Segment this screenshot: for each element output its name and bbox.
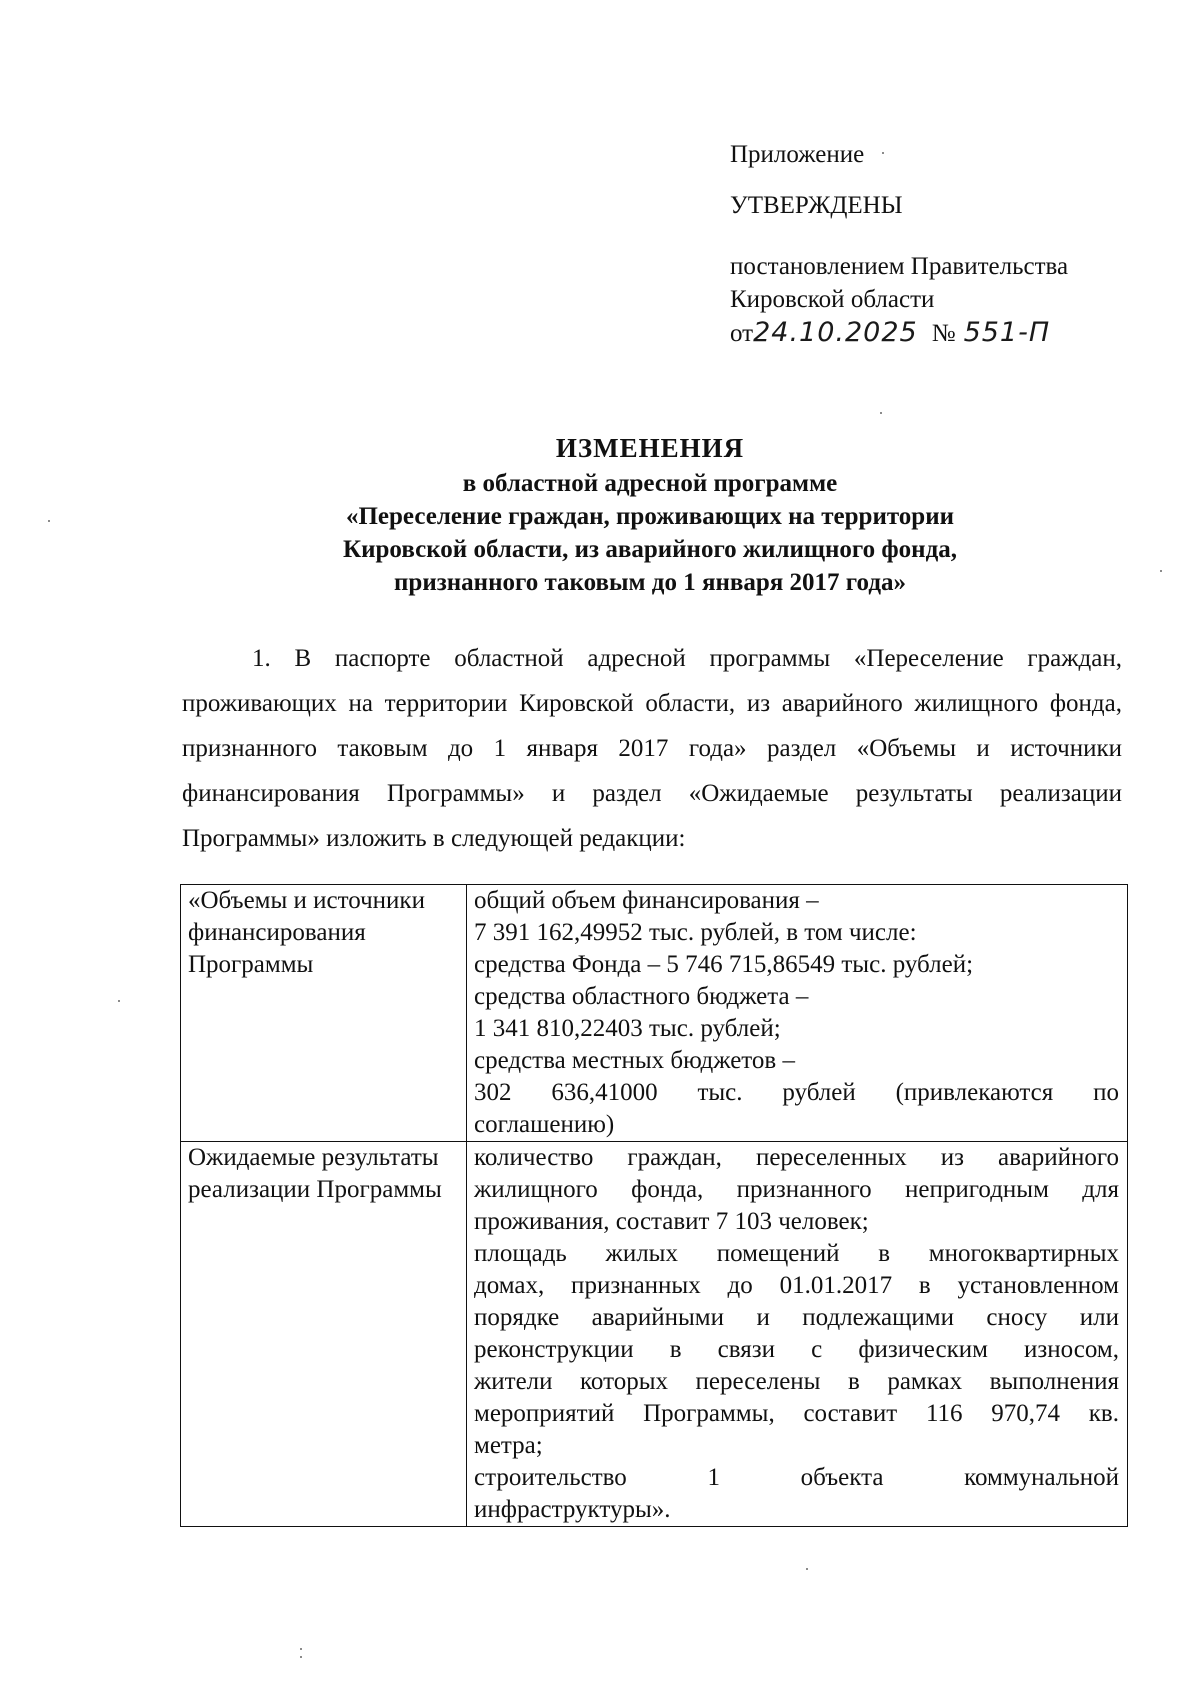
table-line: жилищного фонда, признанного непригодным для xyxy=(474,1176,1119,1203)
heading-line-1: в областной адресной программе xyxy=(462,470,838,497)
table-line: проживания, составит 7 103 человек; xyxy=(474,1208,869,1235)
table-line: соглашению) xyxy=(474,1111,615,1138)
table-line: 1 341 810,22403 тыс. рублей; xyxy=(474,1015,781,1042)
handwritten-date: 24.10.2025 xyxy=(753,317,918,348)
table-line: средства местных бюджетов – xyxy=(474,1047,795,1074)
table-line: домах, признанных до 01.01.2017 в установленном xyxy=(474,1272,1119,1299)
table-line: площадь жилых помещений в многоквартирных xyxy=(474,1240,1119,1267)
table-line: строительство 1 объекта коммунальной xyxy=(474,1464,1119,1491)
scan-speck xyxy=(806,1568,808,1570)
table-line: общий объем финансирования – xyxy=(474,887,819,914)
table-line: порядке аварийными и подлежащими сносу или xyxy=(474,1304,1119,1331)
table-row-results xyxy=(181,1142,1128,1527)
scan-speck xyxy=(1160,570,1162,572)
date-number-line xyxy=(730,316,1170,350)
approved-by-line-2: Кировской области xyxy=(730,286,935,313)
table-line: количество граждан, переселенных из аварийного xyxy=(474,1144,1119,1171)
scan-speck xyxy=(300,1656,302,1658)
scan-speck xyxy=(48,520,50,522)
approval-block xyxy=(730,138,1170,350)
approved-label: УТВЕРЖДЕНЫ xyxy=(730,192,903,219)
table-line: мероприятий Программы, составит 116 970,74 кв. xyxy=(474,1400,1119,1427)
document-heading xyxy=(180,432,1120,599)
row-label-results: Ожидаемые результаты реализации Программы xyxy=(181,1142,467,1527)
body-paragraph: 1. В паспорте областной адресной программы «Переселение граждан, проживающих на территории Кировской области, из аварийного жилищного фонда, признанного таковым до 1 января 2017 года» раздел «Объемы и источники финансирования Программы» и раздел «Ожидаемые результаты реализации Программы» изложить в следующей редакции: xyxy=(182,645,1122,852)
scan-speck xyxy=(880,412,882,414)
scan-speck xyxy=(300,1648,302,1650)
heading-line-3: Кировской области, из аварийного жилищного фонда, xyxy=(343,536,957,563)
table-row-financing xyxy=(181,885,1128,1142)
number-prefix: № xyxy=(931,320,956,347)
appendix-label: Приложение xyxy=(730,141,865,168)
heading-title: ИЗМЕНЕНИЯ xyxy=(555,433,745,463)
table-line: метра; xyxy=(474,1432,543,1459)
table-line: 302 636,41000 тыс. рублей (привлекаются по xyxy=(474,1079,1119,1106)
passport-table xyxy=(180,884,1128,1527)
scan-speck xyxy=(118,1000,120,1002)
table-line: жители которых переселены в рамках выполнения xyxy=(474,1368,1119,1395)
table-line: средства областного бюджета – xyxy=(474,983,809,1010)
table-line: 7 391 162,49952 тыс. рублей, в том числе: xyxy=(474,919,917,946)
row-content-results xyxy=(467,1142,1128,1527)
row-label-financing: «Объемы и источники финансирования Программы xyxy=(181,885,467,1142)
table-line: инфраструктуры». xyxy=(474,1496,671,1523)
scan-speck xyxy=(882,152,884,154)
date-prefix: от xyxy=(730,320,754,347)
handwritten-number: 551-П xyxy=(963,317,1051,348)
heading-line-4: признанного таковым до 1 января 2017 года» xyxy=(394,569,906,596)
approved-by-line-1: постановлением Правительства xyxy=(730,253,1069,280)
table-line: реконструкции в связи с физическим износом, xyxy=(474,1336,1119,1363)
table-line: средства Фонда – 5 746 715,86549 тыс. рублей; xyxy=(474,951,974,978)
row-content-financing xyxy=(467,885,1128,1142)
heading-line-2: «Переселение граждан, проживающих на территории xyxy=(345,503,955,530)
